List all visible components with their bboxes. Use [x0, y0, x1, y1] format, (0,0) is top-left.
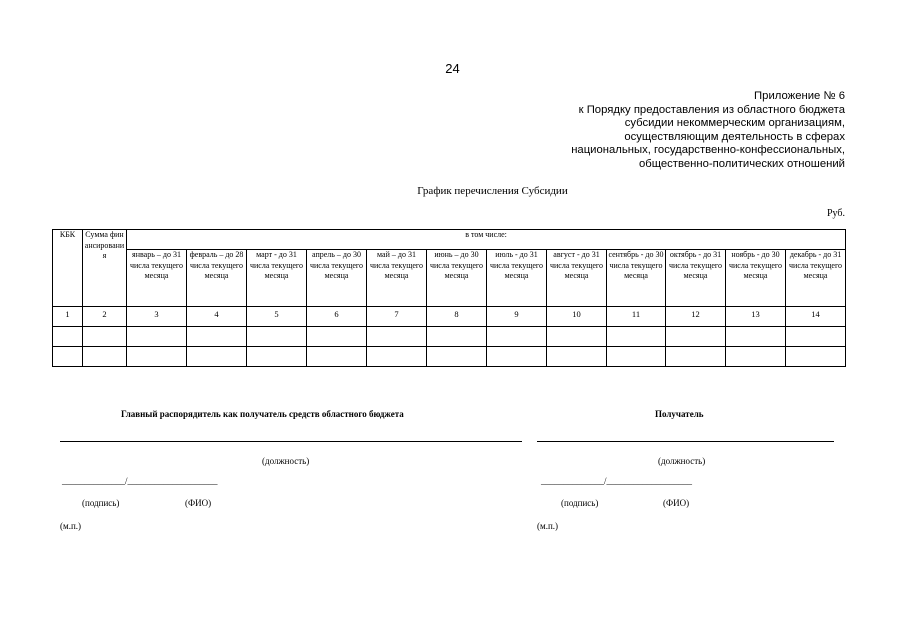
column-number: 5	[247, 307, 307, 327]
month-header: сентябрь - до 30 числа текущего месяца	[607, 250, 666, 307]
column-number: 10	[547, 307, 607, 327]
appendix-line: Приложение № 6	[754, 90, 845, 102]
column-number: 13	[726, 307, 786, 327]
table-row	[53, 327, 846, 347]
table-row	[53, 347, 846, 367]
left-signature-caption: (подпись)	[82, 498, 120, 508]
schedule-title: График перечисления Субсидии	[417, 185, 568, 197]
left-fio-caption: (ФИО)	[185, 498, 212, 508]
column-number: 11	[607, 307, 666, 327]
header-sum: Сумма финансирования	[83, 230, 127, 307]
month-header: ноябрь - до 30 числа текущего месяца	[726, 250, 786, 307]
month-header: январь – до 31 числа текущего месяца	[127, 250, 187, 307]
column-number: 2	[83, 307, 127, 327]
payment-schedule-table	[52, 229, 846, 367]
right-sign-line: ______________/___________________	[541, 476, 693, 486]
appendix-line: субсидии некоммерческим организациям,	[624, 117, 845, 129]
appendix-line: к Порядку предоставления из областного бюджета	[578, 103, 845, 116]
currency-label: Руб.	[826, 208, 845, 219]
month-header: октябрь - до 31 числа текущего месяца	[666, 250, 726, 307]
column-number: 12	[666, 307, 726, 327]
left-stamp: (м.п.)	[60, 521, 82, 531]
month-header: май – до 31 числа текущего месяца	[367, 250, 427, 307]
month-header: август - до 31 числа текущего месяца	[547, 250, 607, 307]
left-position-line	[60, 441, 522, 442]
month-header: апрель – до 30 числа текущего месяца	[307, 250, 367, 307]
left-position-caption: (должность)	[262, 456, 310, 466]
left-signature-heading: Главный распорядитель как получатель средств областного бюджета	[121, 409, 404, 419]
appendix-header	[571, 90, 845, 171]
column-number: 6	[307, 307, 367, 327]
month-header: декабрь - до 31 числа текущего месяца	[786, 250, 846, 307]
column-number: 9	[487, 307, 547, 327]
left-sign-line: ______________/____________________	[62, 476, 218, 486]
month-header: июль - до 31 числа текущего месяца	[487, 250, 547, 307]
column-number: 4	[187, 307, 247, 327]
column-number: 14	[786, 307, 846, 327]
right-position-line	[537, 441, 834, 442]
right-signature-heading: Получатель	[655, 409, 704, 419]
appendix-line: национальных, государственно-конфессиональных,	[571, 144, 845, 156]
column-number: 3	[127, 307, 187, 327]
month-header: февраль – до 28 числа текущего месяца	[187, 250, 247, 307]
right-position-caption: (должность)	[658, 456, 706, 466]
right-fio-caption: (ФИО)	[663, 498, 690, 508]
appendix-line: осуществляющим деятельность в сферах	[624, 130, 845, 143]
appendix-line: общественно-политических отношений	[638, 157, 845, 170]
header-kbk: КБК	[53, 230, 83, 307]
column-number: 8	[427, 307, 487, 327]
header-including: в том числе:	[127, 230, 846, 250]
month-header: июнь – до 30 числа текущего месяца	[427, 250, 487, 307]
column-number: 1	[53, 307, 83, 327]
right-stamp: (м.п.)	[537, 521, 559, 531]
page-number: 24	[445, 61, 460, 76]
column-number: 7	[367, 307, 427, 327]
right-signature-caption: (подпись)	[561, 498, 599, 508]
month-header: март - до 31 числа текущего месяца	[247, 250, 307, 307]
